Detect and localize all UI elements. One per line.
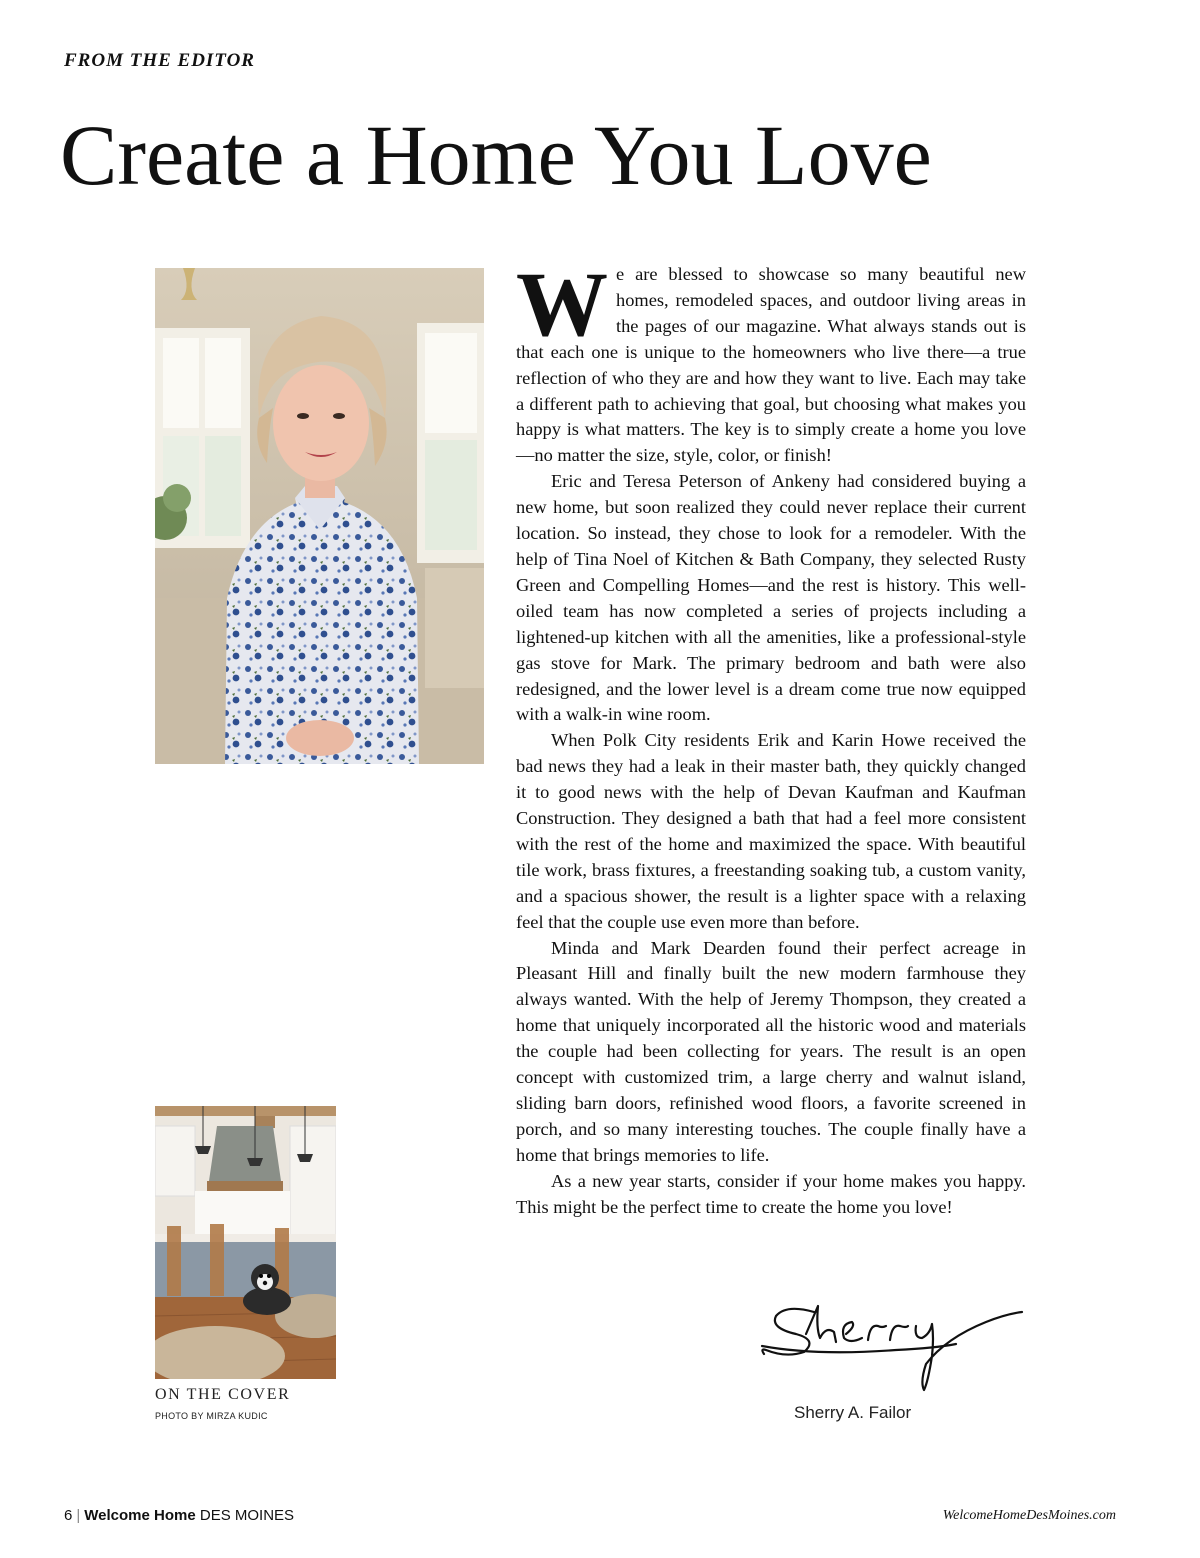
editor-portrait [155, 268, 484, 764]
magazine-city: DES MOINES [199, 1507, 295, 1524]
drop-cap: W [516, 253, 608, 355]
section-label: FROM THE EDITOR [64, 50, 255, 71]
article-paragraph: When Polk City residents Erik and Karin Howe received the bad news they had a leak in their master bath, they quickly changed it to good news with the help of Devan Kaufman and Kaufman Construction. They designed a bath that had a feel more consistent with the rest of the home and maximized the space. With beautiful tile work, brass fixtures, a freestanding soaking tub, a custom vanity, and a spacious shower, the result is a lighter space with a relaxing feel that the couple use even more than before. [516, 730, 1026, 932]
cover-label: ON THE COVER [155, 1386, 291, 1403]
photo-credit: PHOTO BY MIRZA KUDIC [155, 1411, 268, 1421]
article-paragraph: Eric and Teresa Peterson of Ankeny had considered buying a new home, but soon realized they could never replace their current location. So instead, they chose to look for a remodeler. With the help of Tina Noel of Kitchen & Bath Company, they selected Rusty Green and Compelling Homes—and the rest is history. This well-oiled team has now completed a series of projects including a lightened-up kitchen with all the amenities, like a professional-style gas stove for Mark. The primary bedroom and bath were also redesigned, and the lower level is a dream come true now equipped with a walk-in wine room. [516, 471, 1026, 725]
website-url: WelcomeHomeDesMoines.com [942, 1508, 1116, 1523]
page-number: 6 [64, 1507, 73, 1524]
article-paragraph [516, 253, 1026, 469]
article-paragraph: Minda and Mark Dearden found their perfect acreage in Pleasant Hill and finally built the new modern farmhouse they always wanted. With the help of Jeremy Thompson, they created a home that uniquely incorporated all the historic wood and materials the couple had been collecting for years. The result is an open concept with customized trim, a large cherry and walnut island, sliding barn doors, refinished wood floors, a favorite screened in porch, and so many interesting touches. The couple finally have a home that brings memories to life. [516, 937, 1026, 1165]
page-folio [64, 1507, 294, 1524]
signature [756, 1298, 1028, 1398]
article-paragraph: As a new year starts, consider if your home makes you happy. This might be the perfect time to create the home you love! [516, 1170, 1026, 1217]
magazine-brand: Welcome Home [84, 1507, 196, 1524]
editor-letter [516, 253, 1026, 1221]
folio-separator: | [76, 1507, 81, 1524]
cover-photo [155, 1106, 336, 1379]
paragraph-text: e are blessed to showcase so many beautiful new homes, remodeled spaces, and outdoor living areas in the pages of our magazine. What always stands out is that each one is unique to the homeowners who live there—a true reflection of who they are and how they want to live. Each may take a different path to achieving that goal, but choosing what makes you happy is what matters. The key is to simply create a home you love—no matter the size, style, color, or finish! [516, 264, 1026, 466]
signer-name: Sherry A. Failor [794, 1403, 912, 1422]
headline: Create a Home You Love [60, 107, 932, 203]
